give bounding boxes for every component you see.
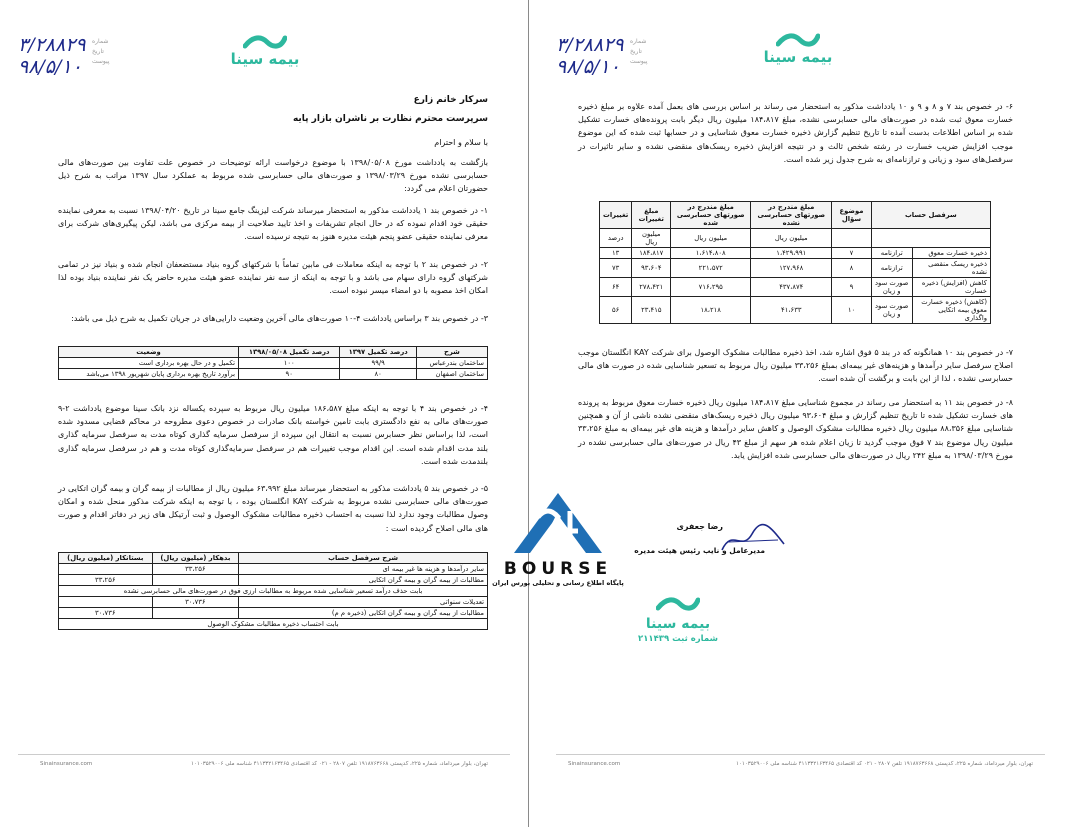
table-cell: ۱۰۰ [239,358,340,369]
greeting: با سلام و احترام [434,138,488,147]
letter-number-handwritten: ۳/۲۸۸۲۹ [556,34,624,56]
table-row [59,608,488,619]
registration-stamp [628,596,728,644]
paragraph-7: ۷- در خصوص بند ۱۰ همانگونه که در بند ۵ فوق اشاره شد، اخذ ذخیره مطالبات مشکوک الوصول برای شرکت KAY انگلستان موجب اصلاح سرفصل سایر درآمدها و هزینه‌های غیر بیمه‌ای بمبلغ ۳۳،۲۵۶ میلیون ریال مربوط به تسعیر شناسایی شده در صورت های مالی حسابرسی نشده ، لذا از این بابت و برگشت آن شده است. [578,348,1014,384]
table-cell: ۲۷۸،۴۲۱ [632,278,671,297]
table-cell: ۹۰ [239,369,340,380]
table-cell: ۹۹/۹ [340,358,417,369]
table-cell: ۸۰ [340,369,417,380]
table-cell: ذخیره ریسک منقضی نشده [912,259,990,278]
table-row [600,259,991,278]
table-cell: ساختمان بندرعباس [416,358,487,369]
signer-name: رضا جعفری [676,522,723,531]
paragraph-8: ۸- در خصوص بند ۱۱ به استحضار می رساند در مجموع شناسایی مبلغ ۱۸۴،۸۱۷ میلیون ریال ذخیره خسارت معوق مربوط به پرونده های خسارت تشکیل شده تا تاریخ تنظیم گزارش و مبلغ ۹۳،۶۰۴ میلیون ریال ذخیره ریسک‌های منقضی نشده ناشی از آن و همچنین شناسایی مبلغ ۸۸،۳۵۶ میلیون ریال ذخیره مطالبات مشکوک الوصول و کاهش سایر درآمدها و هزینه های غیر بیمه‌ای به مبلغ ۳۳،۲۵۶ میلیون ریال موضوع بند ۷ فوق موجب گردید تا زیان اعلام شده هر سهم از مبلغ ۴۳ ریال در صورت‌های مالی حسابرسی نشده در مورخ ۱۳۹۸/۰۳/۲۹ به مبلغ ۲۴۲ ریال در صورت‌های مالی حسابرسی شده افزایش یابد. [578,398,1014,460]
footer-address: تهران، بلوار میرداماد، شماره ۲۲۵، کدپستی ۱۹۱۸۷۶۳۶۶۸ تلفن ۲۸۰۷ - ۰۲۱ کد اقتصادی ۴۱۱۳۳۲۱۶۳۴۶۵ شناسه ملی ۱۰۱۰۳۵۲۹۰۰۶ [190,761,488,767]
table-cell: ۲۳،۴۱۵ [632,297,671,324]
table-cell: ساختمان اصفهان [416,369,487,380]
completion-table [58,346,488,380]
page-separator [528,0,529,827]
paragraph-3: ۳- در خصوص بند ۳ براساس یادداشت ۴-۱۰ صورت‌های مالی آخرین وضعیت دارایی‌های در جریان تکمیل به شرح ذیل می باشد: [71,314,488,323]
table-cell: تعدیلات سنواتی [239,597,488,608]
table-row [59,586,488,597]
letter-title: سرپرست محترم نظارت بر ناشران بازار پایه [292,114,488,124]
table-cell: ترازنامه [871,248,912,259]
table-header: موضوع سؤال [832,202,871,229]
table-header: درصد تکمیل ۱۳۹۸/۰۵/۰۸ [239,347,340,358]
table-units-row [600,229,991,248]
table-row [600,278,991,297]
table-header: مبلغ تغییرات [632,202,671,229]
table-header: درصد تکمیل ۱۳۹۷ [340,347,417,358]
signer-title: مدیرعامل و نایب رئیس هیئت مدیره [634,546,765,555]
letter-page-1 [0,0,528,827]
letter-page-2 [538,0,1063,827]
bourse-logo-icon [508,487,608,557]
table-cell [59,597,153,608]
table-cell [59,564,153,575]
watermark-text: BOURSE [503,559,613,579]
footer-divider [18,754,510,755]
watermark-subtitle: پایگاه اطلاع رسانی و تحلیلی بورس ایران [492,579,624,587]
table-row [600,248,991,259]
footer-url[interactable]: Sinainsurance.com [40,761,93,767]
table-cell [152,608,239,619]
table-cell: ۱،۶۱۴،۸۰۸ [671,248,751,259]
table-cell: کاهش (افزایش) ذخیره خسارت [912,278,990,297]
table-cell: ۶۴ [600,278,632,297]
logo-wave-icon [656,596,700,612]
table-cell: ۳۳،۲۵۶ [59,575,153,586]
table-header: مبلغ مندرج در صورتهای حسابرسی نشده [751,202,832,229]
letter-meta [556,34,648,78]
letter-date-handwritten: ۹۸/۵/۱۰ [556,56,620,78]
claims-reserve-table [599,201,991,324]
letter-date-handwritten: ۹۸/۵/۱۰ [18,56,82,78]
logo-wave-icon [776,32,820,48]
table-cell: ترازنامه [871,259,912,278]
meta-label-date: تاریخ [92,48,104,55]
table-cell: سایر درآمدها و هزینه ها غیر بیمه ای [239,564,488,575]
table-cell: صورت سود و زیان [871,297,912,324]
letter-meta [18,34,110,78]
table-cell: تکمیل و در حال بهره برداری است [59,358,239,369]
table-cell: ۷ [832,248,871,259]
table-cell: ۲۲۱،۵۷۲ [671,259,751,278]
table-cell: بابت حذف درآمد تسعیر شناسایی شده مربوط به مطالبات ارزی فوق در صورت‌های مالی حسابرسی نشده [59,586,488,597]
brand-name: بیمه سینا [230,50,300,68]
table-cell: میلیون ریال [632,229,671,248]
table-row [59,597,488,608]
recipient: سرکار خانم زارع [413,95,488,105]
table-header-row [59,347,488,358]
table-cell: ۱،۴۲۹،۹۹۱ [751,248,832,259]
table-cell: ۸ [832,259,871,278]
table-row [59,619,488,630]
table-cell: (کاهش) ذخیره خسارت معوق بیمه اتکایی واگذاری [912,297,990,324]
brand-logo [215,34,315,68]
paragraph-6: ۶- در خصوص بند ۷ و ۸ و ۹ و ۱۰ یادداشت مذکور به استحضار می رساند بر اساس بررسی های بعمل آمده علاوه بر مبلغ ذخیره خسارت معوق ثبت شده در صورت‌های مالی حسابرسی نشده، مبلغ ۱۸۴،۸۱۷ میلیون ریال دیگر بابت پرونده‌های خسارت تشکیل شده بر اساس اطلاعات بدست آمده تا تاریخ تنظیم گزارش ذخیره خسارت معوق شناسایی و در حسابها ثبت شده که این موضوع موجب افزایش ضریب خسارت در رشته شخص ثالث و در نتیجه افزایش ذخیره ریسک‌های منقضی نشده و سایر تاثیرات در سرفصل‌های سود و زیانی و ترازنامه‌ای به شرح جدول زیر شده است. [578,102,1014,164]
meta-label-number: شماره [630,38,647,45]
table-cell: ۴۱،۶۳۳ [751,297,832,324]
paragraph-1: ۱- در خصوص بند ۱ یادداشت مذکور به استحضار میرساند شرکت لیزینگ جامع سینا در تاریخ ۱۳۹۸/۰۴/۲۰ نسبت به معرفی نماینده حقیقی خود اقدام نموده که در حال انجام تشریفات و اخذ تایید صلاحیت از بیمه مرکزی می باشد، لیکن پیگیری‌های شرکت برای معرفی نماینده حقیقی عضو پنجم هیئت مدیره هنوز به نتیجه نرسیده است. [58,206,488,242]
table-cell: میلیون ریال [671,229,751,248]
footer-address: تهران، بلوار میرداماد، شماره ۲۲۵، کدپستی ۱۹۱۸۷۶۳۶۶۸ تلفن ۲۸۰۷ - ۰۲۱ کد اقتصادی ۴۱۱۳۳۲۱۶۳۴۶۵ شناسه ملی ۱۰۱۰۳۵۲۹۰۰۶ [735,761,1033,767]
table-cell: برآورد تاریخ بهره برداری پایان شهریور ۱۳۹۸ می‌باشد [59,369,239,380]
table-cell: ۴۳۷،۸۷۴ [751,278,832,297]
meta-label-number: شماره [92,38,109,45]
table-row [59,575,488,586]
table-cell: ۷۱۶،۲۹۵ [671,278,751,297]
table-row [59,369,488,380]
table-cell: ۱۸،۲۱۸ [671,297,751,324]
table-row [600,297,991,324]
paragraph-4: ۴- در خصوص بند ۴ با توجه به اینکه مبلغ ۱۸۶،۵۸۷ میلیون ریال مربوط به سپرده یکساله نزد بانک سینا موضوع یادداشت ۲-۹ صورت‌های مالی به نفع دادگستری بابت تامین خواسته بانک صادرات در خصوص دعوی مطروحه در محاکم قضایی مسدود شده است، لذا براساس نظر حسابرس نسبت به انتقال این سپرده از سرفصل سرمایه گذاری کوتاه مدت به سرفصل سرمایه گذاری بلند مدت اقدام شده است. این اقدام موجب تغییرات هم در سرفصل سرمایه‌گذاری کوتاه مدت و هم در سرفصل سرمایه گذاری بلندمدت شده است. [58,404,488,466]
table-cell: ذخیره خسارت معوق [912,248,990,259]
footer-url[interactable]: Sinainsurance.com [568,761,621,767]
meta-label-date: تاریخ [630,48,642,55]
letter-number-handwritten: ۳/۲۸۸۲۹ [18,34,86,56]
table-header: سرفصل حساب [871,202,990,229]
registration-number: شماره ثبت ۲۱۱۴۳۹ [638,634,718,644]
bourse-watermark [483,487,633,607]
table-row [59,564,488,575]
table-cell: ۱۸۴،۸۱۷ [632,248,671,259]
table-cell: ۹ [832,278,871,297]
logo-wave-icon [243,34,287,50]
paragraph-intro: بازگشت به یادداشت مورخ ۱۳۹۸/۰۵/۰۸ با موضوع درخواست ارائه توضیحات در خصوص علت تفاوت بین صورت‌های مالی حسابرسی نشده مورخ ۱۳۹۸/۰۳/۲۹ و صورت‌های مالی حسابرسی شده مربوط به عملکرد سال ۱۳۹۷ مراتب به شرح ذیل حضورتان اعلام می گردد: [58,158,488,194]
table-header: شرح [416,347,487,358]
table-header: وضعیت [59,347,239,358]
table-header-row [59,553,488,564]
table-cell: صورت سود و زیان [871,278,912,297]
meta-label-attachment: پیوست [92,58,110,65]
paragraph-5: ۵- در خصوص بند ۵ یادداشت مذکور به استحضار میرساند مبلغ ۶۳،۹۹۲ میلیون ریال از مطالبات از بیمه گران و بیمه گران اتکایی در صورت‌های مالی حسابرسی نشده مربوط به شرکت KAY انگلستان بوده ، با توجه به اینکه شرکت مذکور منحل شده و امکان وصول مطالبات وجود ندارد لذا نسبت به احتساب ذخیره مطالبات مشکوک الوصول و ثبت آرتیکل های زیر در دفاتر اقدام و صورت های مالی اصلاح گردیده است : [58,484,489,533]
table-cell: بابت احتساب ذخیره مطالبات مشکوک الوصول [59,619,488,630]
table-cell: ۱۲۷،۹۶۸ [751,259,832,278]
journal-entries-table [58,552,488,630]
table-cell: ۳۳،۲۵۶ [152,564,239,575]
table-cell: میلیون ریال [751,229,832,248]
footer-divider [556,754,1045,755]
table-cell: ۱۳ [600,248,632,259]
table-cell: ۷۳ [600,259,632,278]
table-header: بستانکار (میلیون ریال) [59,553,153,564]
brand-name: بیمه سینا [645,616,711,632]
table-row [59,358,488,369]
table-cell: ۵۶ [600,297,632,324]
table-header: شرح سرفصل حساب [239,553,488,564]
table-cell: درصد [600,229,632,248]
table-cell: مطالبات از بیمه گران و بیمه گران اتکایی [239,575,488,586]
table-header: تغییرات [600,202,632,229]
meta-label-attachment: پیوست [630,58,648,65]
signature-scribble-icon [718,522,788,558]
paragraph-2: ۲- در خصوص بند ۲ با توجه به اینکه معاملات فی مابین تماماً با شرکتهای گروه بنیاد مستضعفان انجام شده و بنیاد نیز در تمامی شرکتهای گروه دارای سهام می باشد و با توجه به اینکه از سه نفر نماینده عضو هیئت مدیره حاضر یک نفر نماینده بنیاد بوده لذا امکان اخذ مصوبه با دو امضاء میسر نبوده است. [58,260,488,296]
brand-logo [748,32,848,66]
table-header-row [600,202,991,229]
brand-name: بیمه سینا [763,48,833,66]
table-cell [152,575,239,586]
table-cell: مطالبات از بیمه گران و بیمه گران اتکایی (ذخیره م م) [239,608,488,619]
table-cell: ۳۰،۷۳۶ [59,608,153,619]
table-header: مبلغ مندرج در صورتهای حسابرسی شده [671,202,751,229]
table-cell: ۳۰،۷۳۶ [152,597,239,608]
table-header: بدهکار (میلیون ریال) [152,553,239,564]
table-cell: ۹۳،۶۰۴ [632,259,671,278]
table-cell: ۱۰ [832,297,871,324]
